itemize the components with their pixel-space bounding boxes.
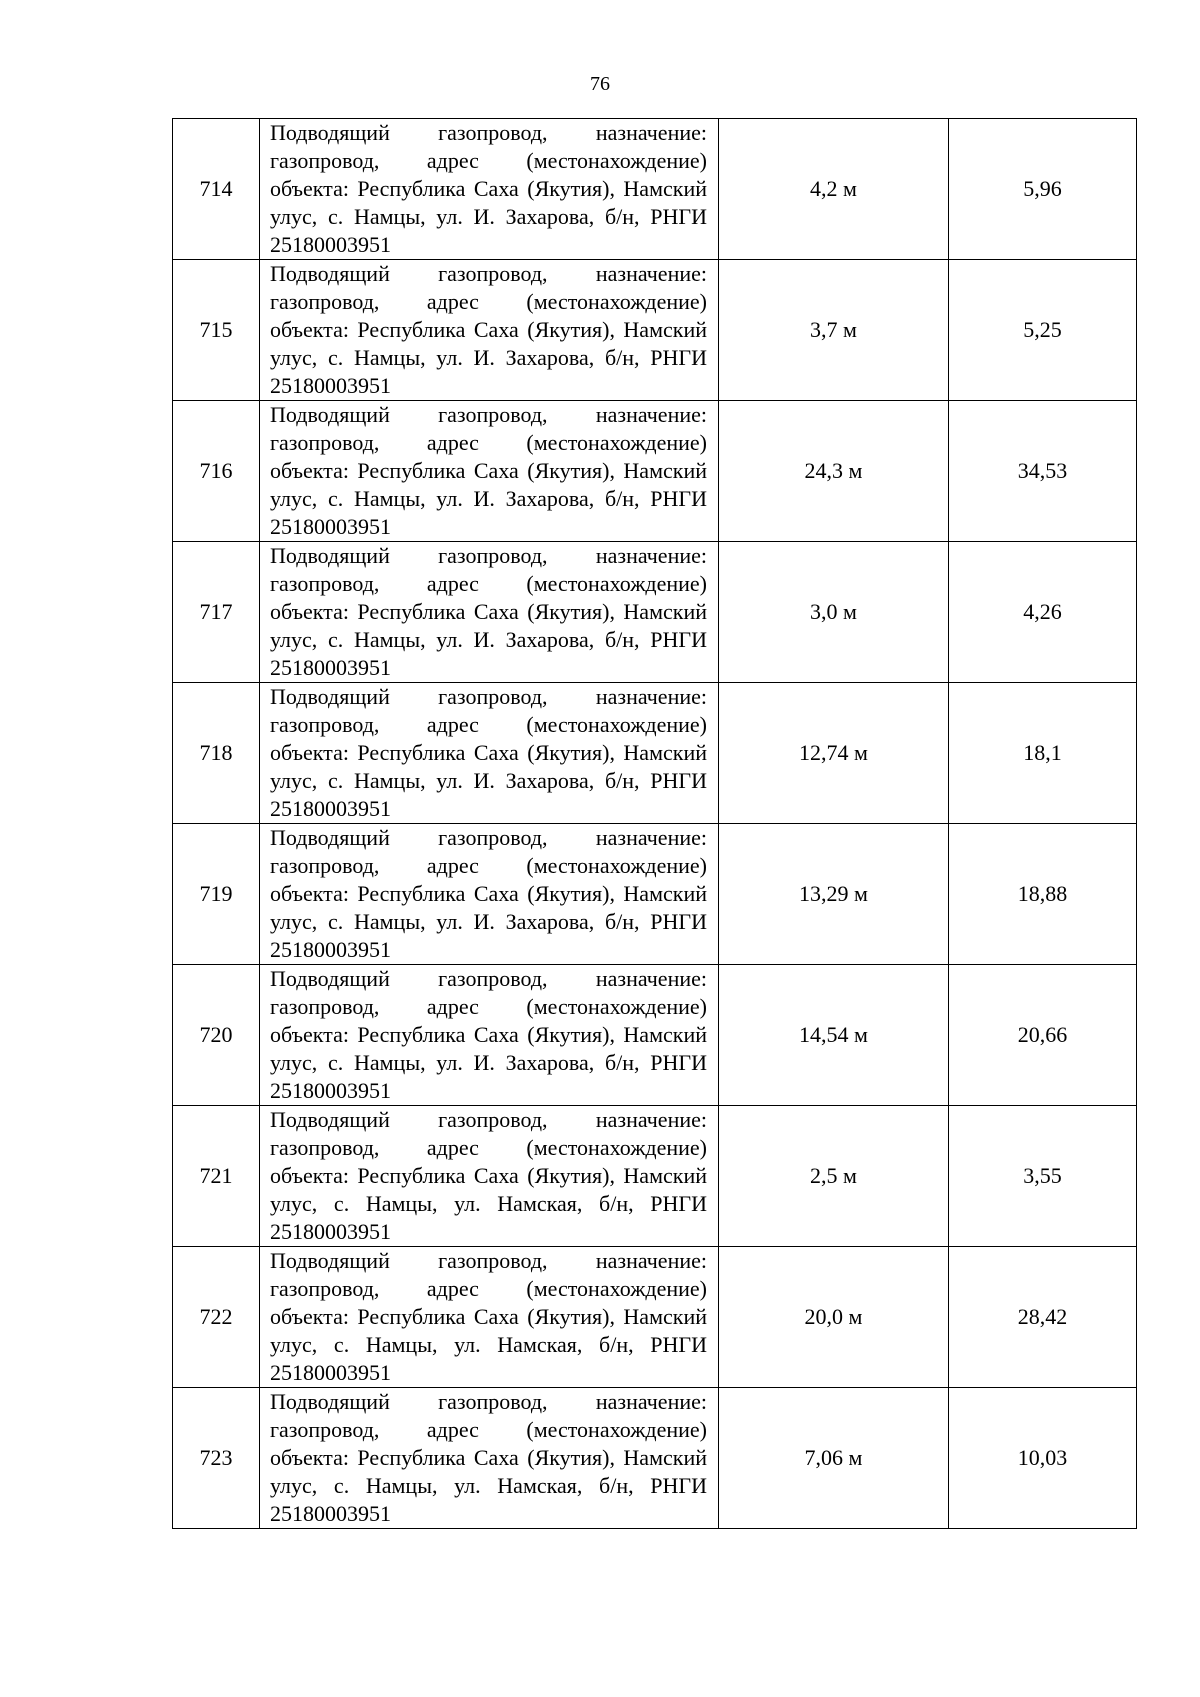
length-cell: 12,74 м	[719, 683, 949, 824]
length-cell: 3,0 м	[719, 542, 949, 683]
object-description-cell: Подводящий газопровод, назначение: газопровод, адрес (местонахождение) объекта: Республика Саха (Якутия), Намский улус, с. Намцы, ул. И. Захарова, б/н, РНГИ 25180003951	[260, 260, 719, 401]
property-registry-table	[172, 118, 1137, 1529]
row-number-cell: 723	[173, 1388, 260, 1529]
row-number-cell: 716	[173, 401, 260, 542]
value-cell: 18,1	[949, 683, 1137, 824]
object-description-cell: Подводящий газопровод, назначение: газопровод, адрес (местонахождение) объекта: Республика Саха (Якутия), Намский улус, с. Намцы, ул. И. Захарова, б/н, РНГИ 25180003951	[260, 119, 719, 260]
value-cell: 20,66	[949, 965, 1137, 1106]
object-description-cell: Подводящий газопровод, назначение: газопровод, адрес (местонахождение) объекта: Республика Саха (Якутия), Намский улус, с. Намцы, ул. И. Захарова, б/н, РНГИ 25180003951	[260, 965, 719, 1106]
table-row	[173, 683, 1137, 824]
value-cell: 4,26	[949, 542, 1137, 683]
table-row	[173, 965, 1137, 1106]
value-cell: 5,25	[949, 260, 1137, 401]
table-row	[173, 824, 1137, 965]
value-cell: 18,88	[949, 824, 1137, 965]
length-cell: 14,54 м	[719, 965, 949, 1106]
object-description-cell: Подводящий газопровод, назначение: газопровод, адрес (местонахождение) объекта: Республика Саха (Якутия), Намский улус, с. Намцы, ул. Намская, б/н, РНГИ 25180003951	[260, 1247, 719, 1388]
object-description-cell: Подводящий газопровод, назначение: газопровод, адрес (местонахождение) объекта: Республика Саха (Якутия), Намский улус, с. Намцы, ул. И. Захарова, б/н, РНГИ 25180003951	[260, 401, 719, 542]
length-cell: 7,06 м	[719, 1388, 949, 1529]
table-row	[173, 1247, 1137, 1388]
value-cell: 5,96	[949, 119, 1137, 260]
table-row	[173, 542, 1137, 683]
value-cell: 10,03	[949, 1388, 1137, 1529]
object-description-cell: Подводящий газопровод, назначение: газопровод, адрес (местонахождение) объекта: Республика Саха (Якутия), Намский улус, с. Намцы, ул. И. Захарова, б/н, РНГИ 25180003951	[260, 824, 719, 965]
row-number-cell: 720	[173, 965, 260, 1106]
length-cell: 3,7 м	[719, 260, 949, 401]
table-row	[173, 401, 1137, 542]
table-row	[173, 1388, 1137, 1529]
length-cell: 24,3 м	[719, 401, 949, 542]
object-description-cell: Подводящий газопровод, назначение: газопровод, адрес (местонахождение) объекта: Республика Саха (Якутия), Намский улус, с. Намцы, ул. И. Захарова, б/н, РНГИ 25180003951	[260, 542, 719, 683]
length-cell: 20,0 м	[719, 1247, 949, 1388]
value-cell: 28,42	[949, 1247, 1137, 1388]
value-cell: 34,53	[949, 401, 1137, 542]
length-cell: 2,5 м	[719, 1106, 949, 1247]
table-row	[173, 1106, 1137, 1247]
table-row	[173, 119, 1137, 260]
object-description-cell: Подводящий газопровод, назначение: газопровод, адрес (местонахождение) объекта: Республика Саха (Якутия), Намский улус, с. Намцы, ул. Намская, б/н, РНГИ 25180003951	[260, 1388, 719, 1529]
row-number-cell: 715	[173, 260, 260, 401]
row-number-cell: 717	[173, 542, 260, 683]
length-cell: 13,29 м	[719, 824, 949, 965]
object-description-cell: Подводящий газопровод, назначение: газопровод, адрес (местонахождение) объекта: Республика Саха (Якутия), Намский улус, с. Намцы, ул. Намская, б/н, РНГИ 25180003951	[260, 1106, 719, 1247]
row-number-cell: 718	[173, 683, 260, 824]
table-body	[173, 119, 1137, 1529]
value-cell: 3,55	[949, 1106, 1137, 1247]
object-description-cell: Подводящий газопровод, назначение: газопровод, адрес (местонахождение) объекта: Республика Саха (Якутия), Намский улус, с. Намцы, ул. И. Захарова, б/н, РНГИ 25180003951	[260, 683, 719, 824]
row-number-cell: 714	[173, 119, 260, 260]
row-number-cell: 722	[173, 1247, 260, 1388]
row-number-cell: 719	[173, 824, 260, 965]
length-cell: 4,2 м	[719, 119, 949, 260]
row-number-cell: 721	[173, 1106, 260, 1247]
page-number: 76	[590, 73, 610, 95]
table-row	[173, 260, 1137, 401]
